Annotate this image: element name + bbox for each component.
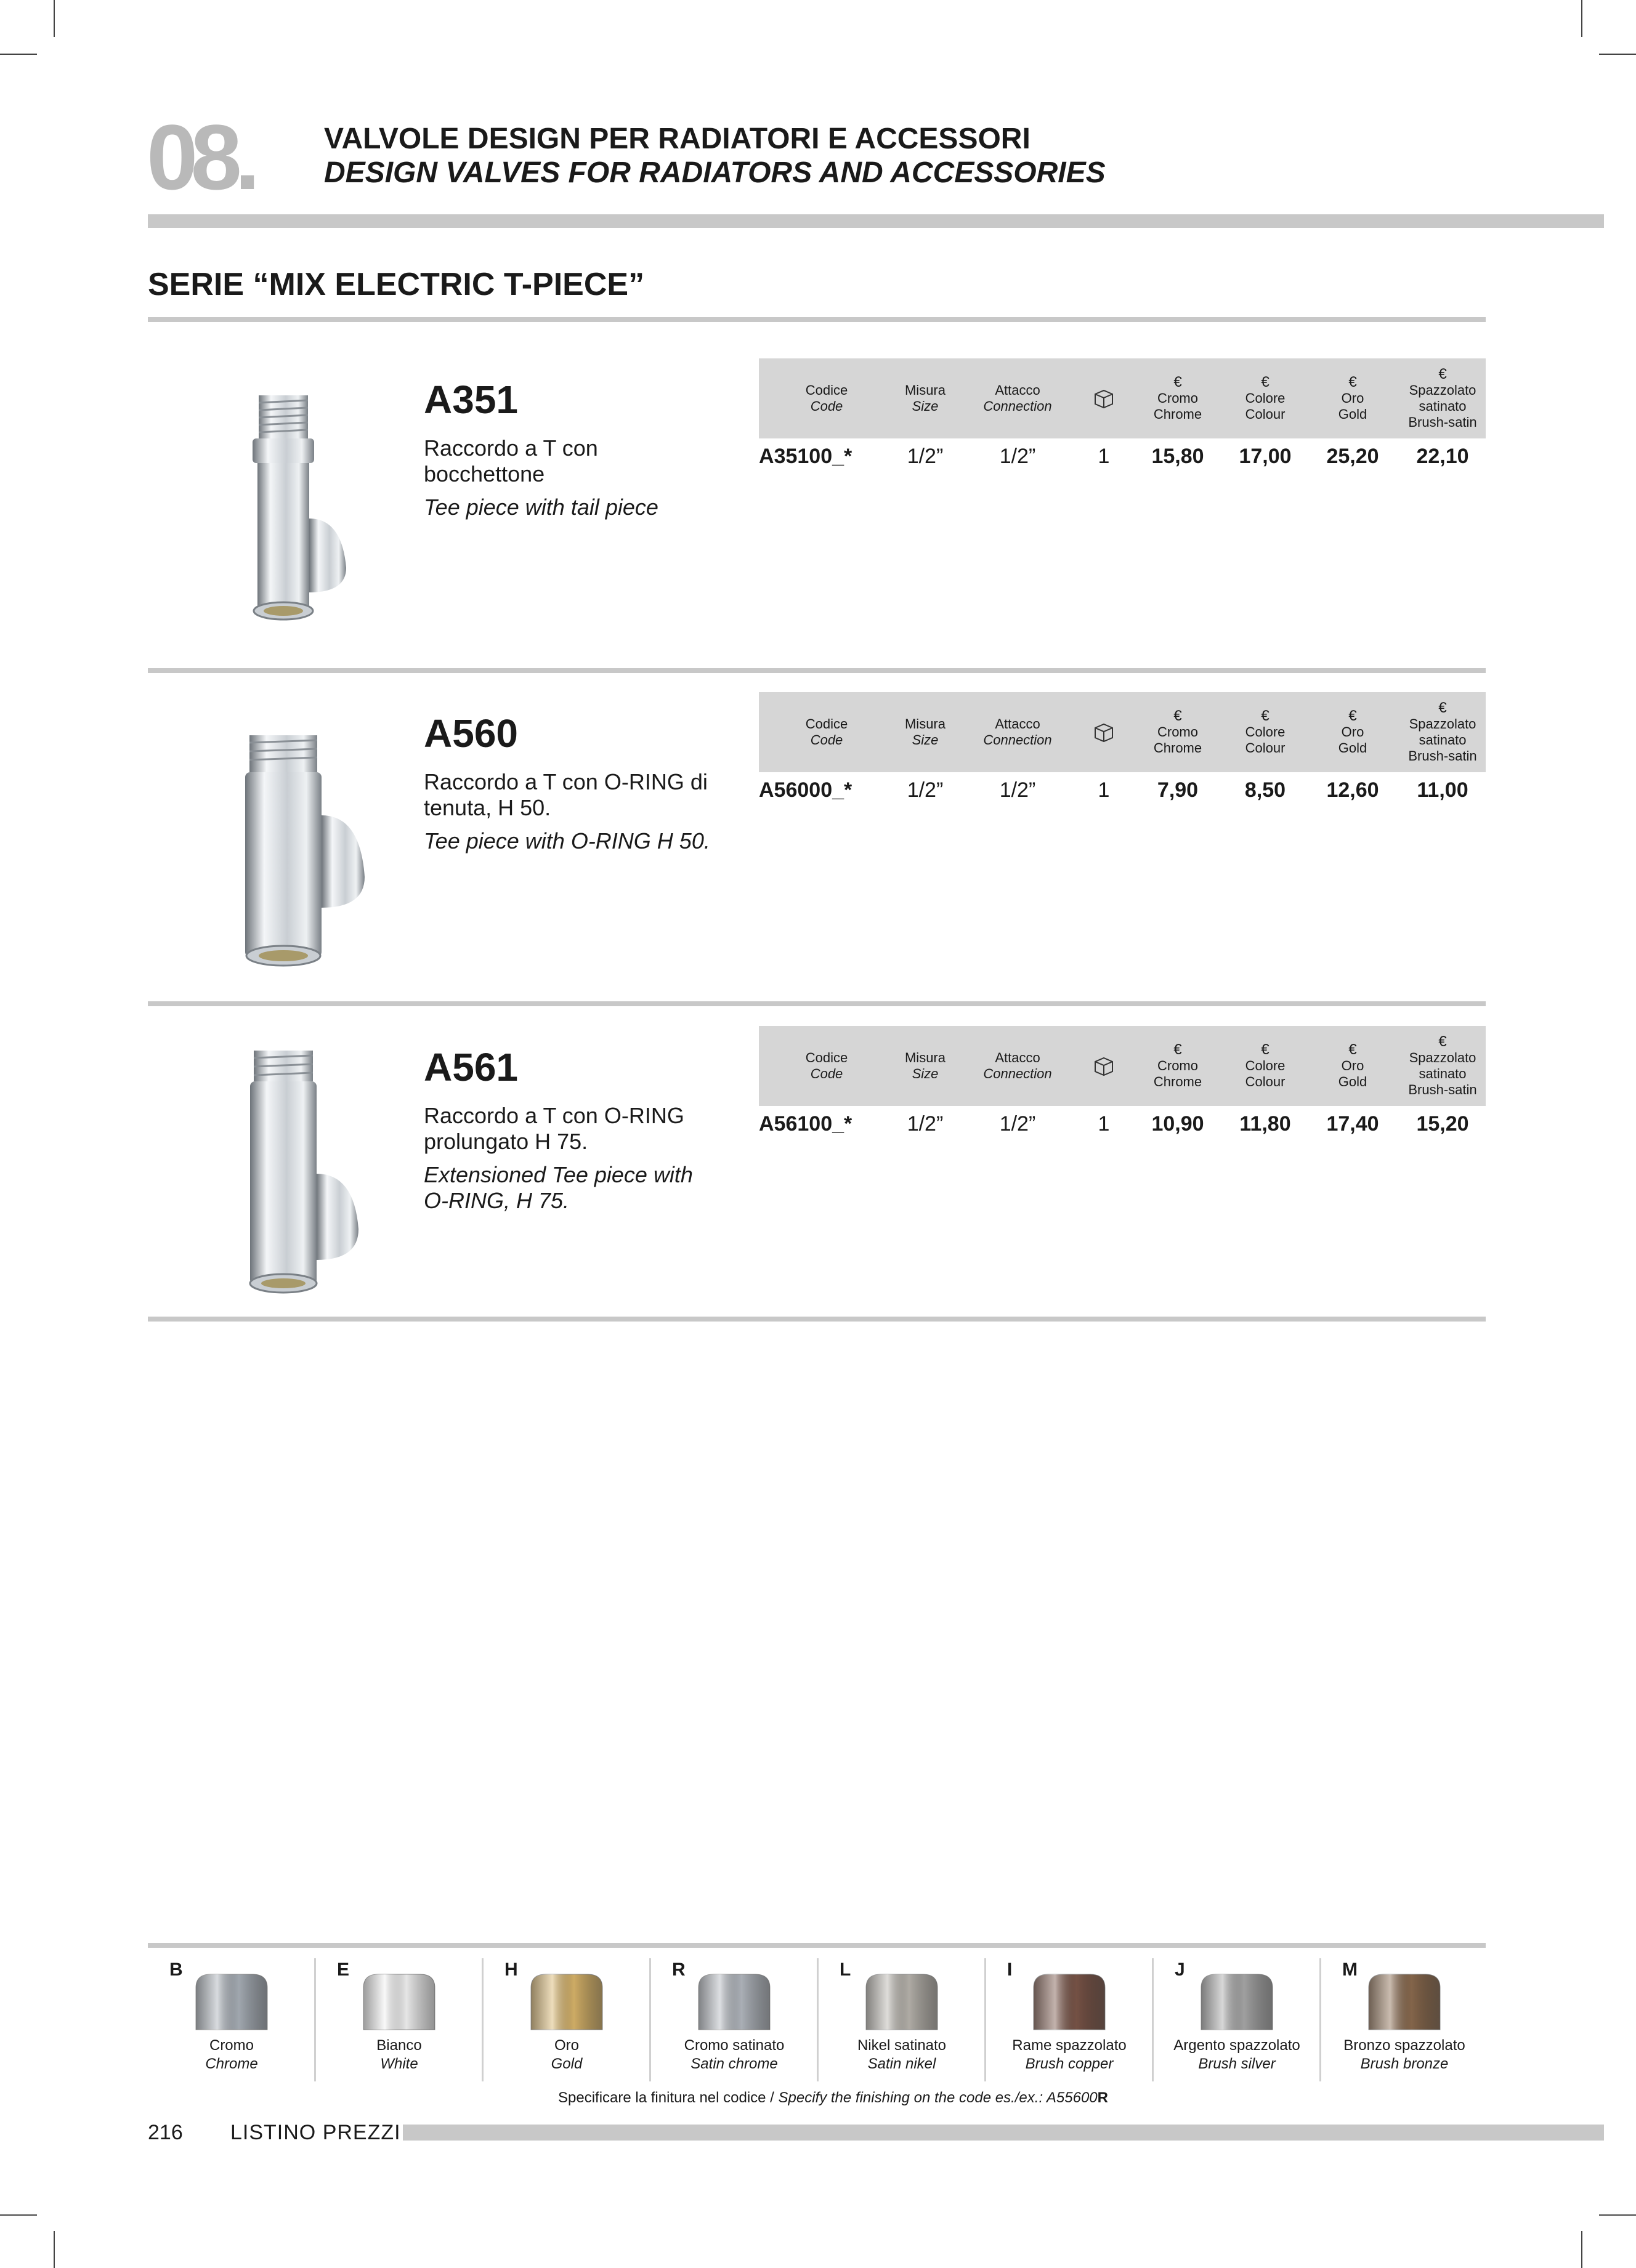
col-gold: € Oro Gold bbox=[1338, 374, 1367, 422]
section-title-en: DESIGN VALVES FOR RADIATORS AND ACCESSORIES bbox=[324, 156, 1106, 189]
product-a351 bbox=[148, 358, 1486, 666]
price-table-header bbox=[759, 692, 1486, 772]
finish-swatch bbox=[1321, 1952, 1488, 2081]
col-gold: € Oro Gold bbox=[1338, 708, 1367, 756]
finish-name-it: Cromo satinato bbox=[684, 2037, 785, 2054]
crop-mark bbox=[54, 0, 55, 37]
finish-cap-icon bbox=[527, 1971, 606, 2032]
row-colour: 17,00 bbox=[1239, 445, 1292, 468]
row-brush: 11,00 bbox=[1417, 778, 1468, 802]
row-size: 1/2” bbox=[907, 778, 944, 802]
finish-cap-icon bbox=[1365, 1971, 1444, 2032]
crop-mark bbox=[1599, 2214, 1636, 2216]
product-description-en: Tee piece with tail piece bbox=[424, 494, 658, 520]
footer-bar bbox=[403, 2125, 1604, 2141]
finish-swatch bbox=[1153, 1952, 1321, 2081]
divider bbox=[148, 1001, 1486, 1006]
box-icon bbox=[1085, 358, 1122, 438]
row-gold: 25,20 bbox=[1326, 445, 1379, 468]
row-size: 1/2” bbox=[907, 1112, 944, 1136]
row-chrome: 7,90 bbox=[1157, 778, 1199, 802]
col-connection: Attacco Connection bbox=[983, 716, 1052, 748]
finish-name-it: Bianco bbox=[376, 2037, 422, 2054]
finish-letter: H bbox=[504, 1959, 518, 1980]
footer-label: LISTINO PREZZI bbox=[230, 2121, 401, 2144]
finish-separator bbox=[984, 1958, 986, 2081]
finish-name-en: White bbox=[380, 2056, 418, 2072]
row-brush: 22,10 bbox=[1416, 445, 1469, 468]
row-chrome: 10,90 bbox=[1151, 1112, 1204, 1136]
col-colour: € Colore Colour bbox=[1245, 708, 1286, 756]
finishing-note-it: Specificare la finitura nel codice / bbox=[558, 2089, 779, 2106]
row-colour: 8,50 bbox=[1244, 778, 1286, 802]
row-code: A56100_* bbox=[759, 1112, 852, 1136]
finish-name-en: Brush bronze bbox=[1360, 2056, 1449, 2072]
col-colour: € Colore Colour bbox=[1245, 374, 1286, 422]
finish-letter: J bbox=[1175, 1959, 1185, 1980]
box-icon bbox=[1085, 692, 1122, 772]
row-connection: 1/2” bbox=[999, 1112, 1036, 1136]
crop-mark bbox=[1599, 54, 1636, 55]
row-pack: 1 bbox=[1098, 778, 1110, 802]
row-code: A56000_* bbox=[759, 778, 852, 802]
col-code: Codice Code bbox=[805, 1050, 848, 1081]
finish-name-it: Rame spazzolato bbox=[1012, 2037, 1127, 2054]
finish-swatch bbox=[986, 1952, 1153, 2081]
finish-swatch bbox=[650, 1952, 818, 2081]
col-size: Misura Size bbox=[904, 382, 946, 414]
box-icon bbox=[1085, 1026, 1122, 1106]
row-pack: 1 bbox=[1098, 445, 1110, 468]
product-description-en: Extensioned Tee piece with O-RING, H 75. bbox=[424, 1162, 693, 1213]
col-size: Misura Size bbox=[904, 716, 946, 748]
section-title-it: VALVOLE DESIGN PER RADIATORI E ACCESSORI bbox=[324, 123, 1031, 155]
col-brush: € Spazzolato satinato Brush-satin bbox=[1408, 700, 1477, 764]
row-code: A35100_* bbox=[759, 445, 852, 468]
finish-swatch bbox=[148, 1952, 315, 2081]
finish-name-en: Satin chrome bbox=[690, 2056, 778, 2072]
finish-name-it: Cromo bbox=[209, 2037, 254, 2054]
finishing-note-en: Specify the finishing on the code es./ex.: A55600 bbox=[778, 2089, 1098, 2106]
finishes-divider bbox=[148, 1943, 1486, 1948]
crop-mark bbox=[1581, 0, 1582, 37]
crop-mark bbox=[0, 54, 37, 55]
finish-name-it: Nikel satinato bbox=[857, 2037, 947, 2054]
tee-fitting-image bbox=[209, 1032, 370, 1309]
col-code: Codice Code bbox=[805, 382, 848, 414]
col-brush: € Spazzolato satinato Brush-satin bbox=[1408, 1033, 1477, 1097]
finishing-note bbox=[558, 2089, 1108, 2107]
divider bbox=[148, 1317, 1486, 1322]
col-chrome: € Cromo Chrome bbox=[1153, 374, 1202, 422]
section-number: 08. bbox=[147, 105, 253, 209]
finish-letter: M bbox=[1342, 1959, 1358, 1980]
finish-letter: B bbox=[169, 1959, 183, 1980]
finish-swatch bbox=[315, 1952, 483, 2081]
finish-name-en: Chrome bbox=[205, 2056, 258, 2072]
finish-name-it: Oro bbox=[554, 2037, 579, 2054]
price-table-row bbox=[759, 772, 1486, 809]
col-chrome: € Cromo Chrome bbox=[1153, 708, 1202, 756]
crop-mark bbox=[54, 2231, 55, 2268]
product-description-en: Tee piece with O-RING H 50. bbox=[424, 828, 710, 854]
finish-separator bbox=[482, 1958, 484, 2081]
col-connection: Attacco Connection bbox=[983, 1050, 1052, 1081]
finish-separator bbox=[817, 1958, 819, 2081]
finish-letter: I bbox=[1007, 1959, 1013, 1980]
finish-separator bbox=[1152, 1958, 1154, 2081]
finish-letter: E bbox=[337, 1959, 350, 1980]
row-colour: 11,80 bbox=[1239, 1112, 1291, 1136]
row-chrome: 15,80 bbox=[1151, 445, 1204, 468]
finish-name-en: Brush silver bbox=[1198, 2056, 1276, 2072]
finish-name-en: Gold bbox=[551, 2056, 583, 2072]
finish-letter: L bbox=[840, 1959, 851, 1980]
product-description-it: Raccordo a T con bocchettone bbox=[424, 435, 598, 486]
crop-mark bbox=[0, 2214, 37, 2216]
row-pack: 1 bbox=[1098, 1112, 1110, 1136]
header-divider bbox=[148, 214, 1604, 228]
price-table-row bbox=[759, 1106, 1486, 1143]
price-table-row bbox=[759, 438, 1486, 475]
col-colour: € Colore Colour bbox=[1245, 1041, 1286, 1089]
col-chrome: € Cromo Chrome bbox=[1153, 1041, 1202, 1089]
finish-name-en: Brush copper bbox=[1025, 2056, 1114, 2072]
finish-cap-icon bbox=[1197, 1971, 1276, 2032]
finish-cap-icon bbox=[1030, 1971, 1109, 2032]
product-description-it: Raccordo a T con O-RING di tenuta, H 50. bbox=[424, 769, 708, 820]
row-size: 1/2” bbox=[907, 445, 944, 468]
product-code: A561 bbox=[424, 1045, 518, 1089]
product-code: A351 bbox=[424, 377, 518, 422]
product-code: A560 bbox=[424, 711, 518, 756]
divider bbox=[148, 668, 1486, 673]
col-size: Misura Size bbox=[904, 1050, 946, 1081]
col-connection: Attacco Connection bbox=[983, 382, 1052, 414]
product-a560 bbox=[148, 692, 1486, 1000]
finish-separator bbox=[649, 1958, 651, 2081]
finish-separator bbox=[314, 1958, 316, 2081]
finish-cap-icon bbox=[695, 1971, 774, 2032]
row-connection: 1/2” bbox=[999, 445, 1036, 468]
finish-name-it: Bronzo spazzolato bbox=[1343, 2037, 1465, 2054]
series-title: SERIE “MIX ELECTRIC T-PIECE” bbox=[148, 267, 645, 302]
tee-fitting-image bbox=[209, 698, 370, 975]
divider bbox=[148, 317, 1486, 322]
col-brush: € Spazzolato satinato Brush-satin bbox=[1408, 366, 1477, 430]
finish-cap-icon bbox=[192, 1971, 271, 2032]
price-table-header bbox=[759, 358, 1486, 438]
tee-fitting-image bbox=[209, 365, 370, 642]
crop-mark bbox=[1581, 2231, 1582, 2268]
finish-cap-icon bbox=[862, 1971, 941, 2032]
row-connection: 1/2” bbox=[999, 778, 1036, 802]
product-a561 bbox=[148, 1026, 1486, 1334]
finish-separator bbox=[1319, 1958, 1321, 2081]
col-gold: € Oro Gold bbox=[1338, 1041, 1367, 1089]
finish-letter: R bbox=[672, 1959, 686, 1980]
price-table-header bbox=[759, 1026, 1486, 1106]
finish-swatch bbox=[483, 1952, 650, 2081]
finish-swatch bbox=[818, 1952, 986, 2081]
finishing-note-suffix: R bbox=[1097, 2089, 1108, 2106]
col-code: Codice Code bbox=[805, 716, 848, 748]
row-gold: 12,60 bbox=[1326, 778, 1379, 802]
finish-name-en: Satin nikel bbox=[867, 2056, 936, 2072]
row-gold: 17,40 bbox=[1326, 1112, 1379, 1136]
finish-cap-icon bbox=[360, 1971, 439, 2032]
page-number: 216 bbox=[148, 2121, 183, 2144]
row-brush: 15,20 bbox=[1416, 1112, 1469, 1136]
product-description-it: Raccordo a T con O-RING prolungato H 75. bbox=[424, 1103, 684, 1154]
finish-name-it: Argento spazzolato bbox=[1173, 2037, 1300, 2054]
